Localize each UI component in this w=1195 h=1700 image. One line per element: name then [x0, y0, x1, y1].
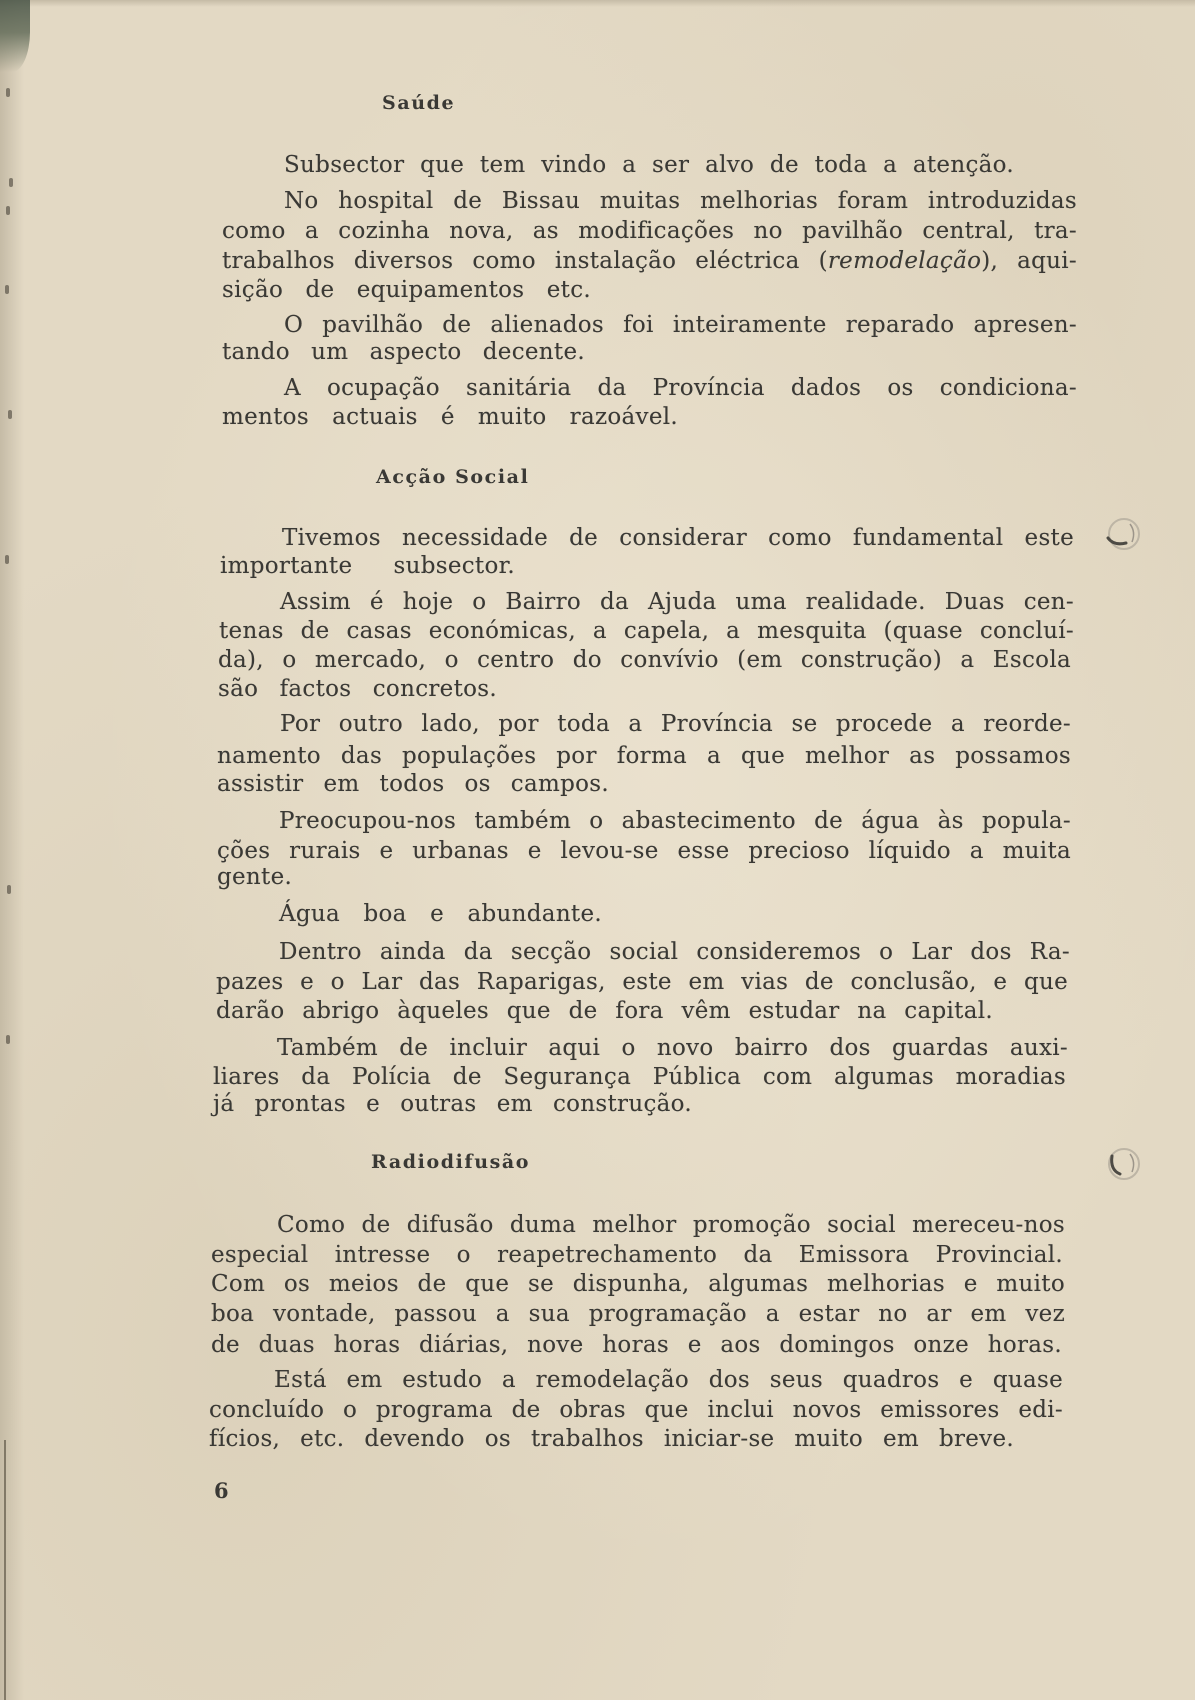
text-line: Tivemos necessidade de considerar como fundamental este: [282, 525, 1074, 551]
text-line: especial intresse o reapetrechamento da Emissora Provincial.: [211, 1242, 1063, 1268]
text-line: liares da Polícia de Segurança Pública com algumas moradias: [213, 1064, 1066, 1090]
text-line: fícios, etc. devendo os trabalhos iniciar-se muito em breve.: [209, 1426, 1014, 1452]
text-line: namento das populações por forma a que melhor as possamos: [217, 743, 1071, 769]
edge-speck: [6, 1035, 10, 1044]
text-line: Água boa e abundante.: [279, 901, 602, 927]
text-line: boa vontade, passou a sua programação a estar no ar em vez: [211, 1301, 1065, 1327]
edge-speck: [8, 410, 12, 419]
text-line: Está em estudo a remodelação dos seus quadros e quase: [274, 1367, 1063, 1393]
section-heading: Saúde: [382, 92, 456, 114]
text-line: No hospital de Bissau muitas melhorias foram introduzidas: [284, 188, 1077, 214]
text-line: como a cozinha nova, as modificações no pavilhão central, tra-: [222, 218, 1077, 244]
text-line: importante subsector.: [220, 553, 515, 579]
edge-speck: [5, 285, 9, 294]
text-line: Também de incluir aqui o novo bairro dos guardas auxi-: [277, 1035, 1068, 1061]
text-line: pazes e o Lar das Raparigas, este em vias de conclusão, e que: [216, 969, 1068, 995]
text-line: Como de difusão duma melhor promoção social mereceu-nos: [277, 1212, 1065, 1238]
text-line: [222, 246, 1077, 276]
text-line: Dentro ainda da secção social consideremos o Lar dos Ra-: [279, 939, 1070, 965]
emphasis-text: remodelação: [827, 248, 982, 274]
text-line: A ocupação sanitária da Província dados os condiciona-: [284, 375, 1077, 401]
punch-mark: [1100, 1142, 1146, 1188]
page-edge-line: [4, 1440, 6, 1700]
text-segment: ), aqui-: [981, 248, 1077, 274]
text-line: já prontas e outras em construção.: [213, 1091, 692, 1117]
page-number: 6: [214, 1478, 229, 1503]
edge-speck: [6, 206, 10, 215]
corner-stain: [0, 0, 30, 72]
text-line: são factos concretos.: [218, 676, 497, 702]
text-line: tenas de casas económicas, a capela, a mesquita (quase concluí-: [219, 618, 1074, 644]
text-line: darão abrigo àqueles que de fora vêm estudar na capital.: [216, 998, 993, 1024]
edge-speck: [7, 885, 11, 894]
text-line: Assim é hoje o Bairro da Ajuda uma realidade. Duas cen-: [280, 589, 1074, 615]
text-line: mentos actuais é muito razoável.: [222, 404, 678, 430]
text-line: Com os meios de que se dispunha, algumas melhorias e muito: [211, 1271, 1065, 1297]
text-line: assistir em todos os campos.: [217, 771, 609, 797]
text-line: Preocupou-nos também o abastecimento de água às popula-: [279, 808, 1071, 834]
edge-speck: [5, 555, 9, 564]
edge-speck: [6, 88, 10, 97]
text-line: de duas horas diárias, nove horas e aos domingos onze horas.: [211, 1332, 1062, 1358]
text-line: ções rurais e urbanas e levou-se esse precioso líquido a muita: [217, 838, 1071, 864]
text-line: da), o mercado, o centro do convívio (em construção) a Escola: [218, 647, 1071, 673]
punch-mark: [1100, 512, 1146, 558]
text-line: Subsector que tem vindo a ser alvo de toda a atenção.: [284, 152, 1014, 178]
text-line: O pavilhão de alienados foi inteiramente reparado apresen-: [284, 312, 1077, 338]
text-line: gente.: [217, 864, 293, 890]
edge-speck: [9, 178, 13, 187]
text-line: sição de equipamentos etc.: [222, 277, 591, 303]
text-line: concluído o programa de obras que inclui novos emissores edi-: [209, 1397, 1063, 1423]
section-heading: Radiodifusão: [371, 1151, 531, 1173]
section-heading: Acção Social: [376, 466, 530, 488]
text-segment: trabalhos diversos como instalação eléctrica (: [222, 248, 828, 274]
text-line: Por outro lado, por toda a Província se procede a reorde-: [280, 711, 1071, 737]
text-line: tando um aspecto decente.: [222, 339, 585, 365]
